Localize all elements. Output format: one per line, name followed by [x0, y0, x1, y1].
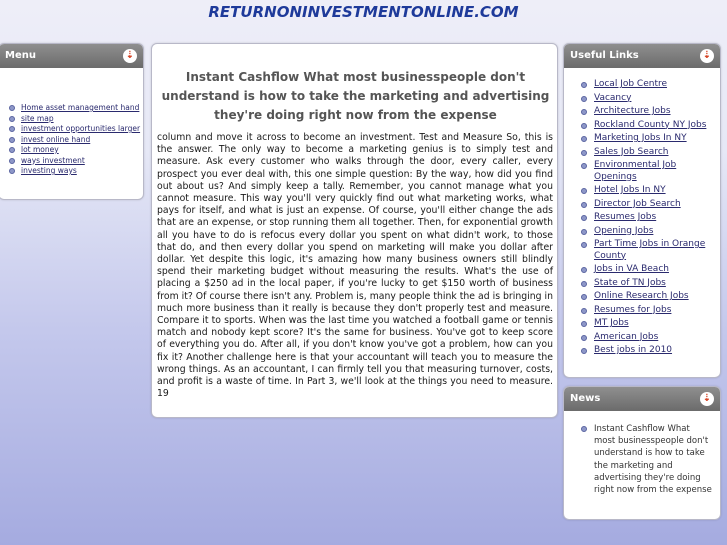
bullet-icon	[581, 229, 587, 235]
menu-header	[0, 44, 143, 68]
menu-link-invest-online[interactable]: invest online hand	[21, 134, 91, 144]
useful-link[interactable]: Sales Job Search	[594, 146, 669, 157]
list-item	[580, 93, 720, 105]
list-item	[580, 318, 720, 330]
list-item	[580, 133, 720, 145]
list-item	[580, 332, 720, 344]
bullet-icon	[581, 136, 587, 142]
menu-item	[8, 124, 143, 135]
menu-link-investment-opportunities[interactable]: investment opportunities larger	[21, 124, 141, 133]
news-list	[564, 411, 720, 496]
menu-link-site-map[interactable]: site map	[21, 113, 54, 123]
bullet-icon	[581, 267, 587, 273]
useful-link[interactable]: Local Job Centre	[594, 79, 668, 89]
menu-item	[8, 156, 143, 167]
bullet-icon	[581, 321, 587, 327]
article-title: Instant Cashflow What most businesspeople don't understand is how to take the marketing and advertising they're doing right now from the expense	[161, 70, 550, 122]
menu-item	[8, 145, 143, 156]
list-item	[580, 212, 720, 224]
list-item	[580, 160, 720, 183]
news-panel	[563, 386, 721, 520]
bullet-icon	[9, 116, 15, 122]
list-item	[580, 120, 720, 132]
bullet-icon	[581, 150, 587, 156]
collapse-arrow-icon[interactable]: ⇣	[700, 49, 714, 63]
list-item	[580, 264, 720, 276]
menu-panel	[0, 43, 144, 200]
useful-link[interactable]: Resumes for Jobs	[594, 304, 672, 315]
bullet-icon	[9, 126, 15, 132]
news-item	[580, 423, 712, 496]
bullet-icon	[581, 123, 587, 129]
bullet-icon	[581, 202, 587, 208]
useful-link[interactable]: MT Jobs	[594, 318, 629, 328]
list-item	[580, 106, 720, 118]
bullet-icon	[581, 96, 587, 102]
news-title: News	[570, 393, 601, 404]
bullet-icon	[581, 348, 587, 354]
bullet-icon	[581, 163, 587, 169]
menu-link-home[interactable]: Home asset management hand	[21, 103, 140, 112]
menu-link-lot-money[interactable]: lot money	[21, 145, 59, 154]
useful-link[interactable]: Director Job Search	[594, 198, 681, 209]
list-item	[580, 226, 720, 238]
list-item	[580, 291, 720, 303]
useful-links-title: Useful Links	[570, 50, 639, 61]
useful-links-header	[564, 44, 720, 68]
menu-title: Menu	[5, 50, 36, 61]
useful-link[interactable]: Vacancy	[594, 92, 632, 103]
useful-link[interactable]: Architecture Jobs	[594, 106, 671, 116]
menu-item	[8, 166, 143, 177]
bullet-icon	[581, 426, 587, 432]
useful-link[interactable]: Best jobs in 2010	[594, 345, 673, 355]
news-item-text[interactable]: Instant Cashflow What most businesspeople don't understand is how to take the marketing and advertising they're doing right now from the expense	[594, 424, 712, 496]
list-item	[580, 147, 720, 159]
bullet-icon	[581, 294, 587, 300]
site-title[interactable]: RETURNONINVESTMENTONLINE.COM	[208, 3, 519, 21]
bullet-icon	[581, 188, 587, 194]
list-item	[580, 185, 720, 197]
article-panel	[151, 43, 558, 418]
useful-link[interactable]: American Jobs	[594, 331, 659, 342]
bullet-icon	[9, 105, 15, 111]
list-item	[580, 199, 720, 211]
useful-link[interactable]: Marketing Jobs In NY	[594, 133, 687, 143]
bullet-icon	[581, 215, 587, 221]
list-item	[580, 305, 720, 317]
useful-link[interactable]: Hotel Jobs In NY	[594, 185, 666, 195]
menu-link-ways-investment[interactable]: ways investment	[21, 155, 85, 165]
bullet-icon	[581, 281, 587, 287]
bullet-icon	[581, 109, 587, 115]
menu-link-investing-ways[interactable]: investing ways	[21, 166, 77, 175]
menu-list	[0, 68, 143, 177]
useful-link[interactable]: Opening Jobs	[594, 225, 654, 236]
useful-link[interactable]: Part Time Jobs in Orange County	[594, 239, 706, 261]
list-item	[580, 239, 720, 262]
bullet-icon	[581, 308, 587, 314]
useful-link[interactable]: Environmental Job Openings	[594, 160, 677, 182]
useful-link[interactable]: Rockland County NY Jobs	[594, 119, 707, 130]
useful-link[interactable]: Jobs in VA Beach	[594, 264, 669, 274]
bullet-icon	[9, 168, 15, 174]
bullet-icon	[581, 335, 587, 341]
list-item	[580, 345, 720, 357]
article-body: column and move it across to become an investment. Test and Measure So, this is the answer. The only way to become a marketing genius is to simply test and measure. Ask every customer who walks through the door, every caller, every prospect you ever deal with, this one simple question: By the way, how did you find out about us? And simply keep a tally. Remember, you cannot manage what you cannot measure. This way you'll very quickly find out what marketing works, what pays for itself, and what is just an expense. Of course, you'll either change the ads that are an expense, or stop running them all together. Then, for exponential growth all you have to do is refocus every dollar you spent on what didn't work, to those that do, and then every dollar you spend on marketing will make you dollar after dollar. Yet despite this logic, it's amazing how many business owners still blindly spend their marketing budget without measuring the results. What's the use of placing a $250 ad in the local paper, if you're lucky to get $150 worth of business from it? Of course there isn't any. Problem is, many people think the ad is bringing in much more business than it really is because they don't properly test and measure. Compare it to sports. When was the last time you watched a football game or tennis match and nobody kept score? It's the same for business. You've got to keep score of everything you do. After all, if you don't know you've got a problem, how can you fix it? Another challenge here is that your accountant will teach you to measure the wrong things. As an accountant, I can firmly tell you that measuring turnover, costs, and profit is a waste of time. In Part 3, we'll look at the things you need to measure. 19	[157, 132, 553, 400]
menu-item	[8, 103, 143, 114]
menu-item	[8, 135, 143, 146]
useful-link[interactable]: Online Research Jobs	[594, 291, 689, 301]
collapse-arrow-icon[interactable]: ⇣	[123, 49, 137, 63]
useful-link[interactable]: Resumes Jobs	[594, 212, 657, 222]
bullet-icon	[9, 147, 15, 153]
news-header	[564, 387, 720, 411]
bullet-icon	[581, 82, 587, 88]
menu-item	[8, 114, 143, 125]
bullet-icon	[581, 242, 587, 248]
useful-links-list	[564, 68, 720, 357]
useful-links-panel	[563, 43, 721, 378]
bullet-icon	[9, 137, 15, 143]
useful-link[interactable]: State of TN Jobs	[594, 277, 666, 288]
bullet-icon	[9, 158, 15, 164]
list-item	[580, 79, 720, 91]
collapse-arrow-icon[interactable]: ⇣	[700, 392, 714, 406]
list-item	[580, 278, 720, 290]
